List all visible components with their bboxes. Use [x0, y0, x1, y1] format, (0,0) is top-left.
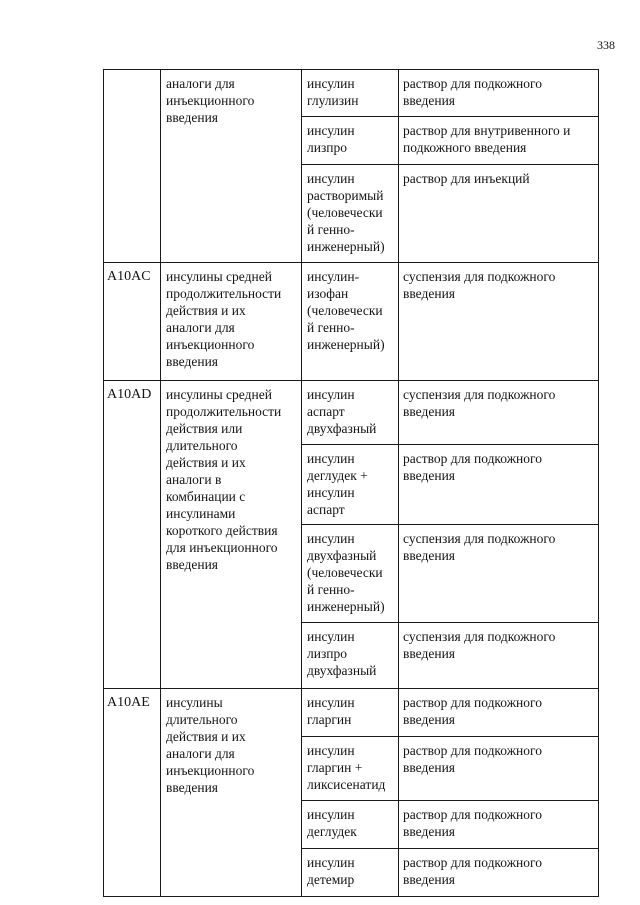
drug-name-cell: инсулин- изофан (человечески й генно- инженерный)	[302, 263, 399, 381]
dosage-form-cell: раствор для подкожного введения	[399, 801, 599, 849]
drug-name-cell: инсулин растворимый (человечески й генно- инженерный)	[302, 165, 399, 263]
drug-name-cell: инсулин лизпро	[302, 117, 399, 165]
table-row	[104, 263, 599, 381]
table-row	[104, 70, 599, 117]
group-name-cell: аналоги для инъекционного введения	[161, 70, 302, 263]
dosage-form-cell: суспензия для подкожного введения	[399, 381, 599, 445]
table-row	[104, 381, 599, 445]
drug-classification-table	[103, 69, 599, 897]
atc-code-cell: A10AE	[104, 689, 161, 897]
group-name-cell: инсулины средней продолжительности действия или длительного действия и их аналоги в комбинации с инсулинами короткого действия для инъекционного введения	[161, 381, 302, 689]
atc-code-cell: A10AD	[104, 381, 161, 689]
table-row	[104, 689, 599, 737]
atc-code-cell	[104, 70, 161, 263]
page-number: 338	[597, 38, 615, 52]
drug-name-cell: инсулин деглудек + инсулин аспарт	[302, 445, 399, 525]
dosage-form-cell: раствор для подкожного введения	[399, 445, 599, 525]
atc-code-cell: A10AC	[104, 263, 161, 381]
drug-name-cell: инсулин гларгин	[302, 689, 399, 737]
dosage-form-cell: суспензия для подкожного введения	[399, 525, 599, 623]
drug-name-cell: инсулин детемир	[302, 849, 399, 897]
dosage-form-cell: раствор для внутривенного и подкожного введения	[399, 117, 599, 165]
drug-name-cell: инсулин гларгин + ликсисенатид	[302, 737, 399, 801]
dosage-form-cell: раствор для подкожного введения	[399, 689, 599, 737]
group-name-cell: инсулины длительного действия и их аналоги для инъекционного введения	[161, 689, 302, 897]
group-name-cell: инсулины средней продолжительности действия и их аналоги для инъекционного введения	[161, 263, 302, 381]
drug-name-cell: инсулин глулизин	[302, 70, 399, 117]
dosage-form-cell: суспензия для подкожного введения	[399, 263, 599, 381]
drug-name-cell: инсулин деглудек	[302, 801, 399, 849]
dosage-form-cell: раствор для подкожного введения	[399, 70, 599, 117]
dosage-form-cell: раствор для инъекций	[399, 165, 599, 263]
drug-name-cell: инсулин лизпро двухфазный	[302, 623, 399, 689]
drug-name-cell: инсулин двухфазный (человечески й генно- инженерный)	[302, 525, 399, 623]
dosage-form-cell: раствор для подкожного введения	[399, 849, 599, 897]
dosage-form-cell: раствор для подкожного введения	[399, 737, 599, 801]
dosage-form-cell: суспензия для подкожного введения	[399, 623, 599, 689]
drug-name-cell: инсулин аспарт двухфазный	[302, 381, 399, 445]
